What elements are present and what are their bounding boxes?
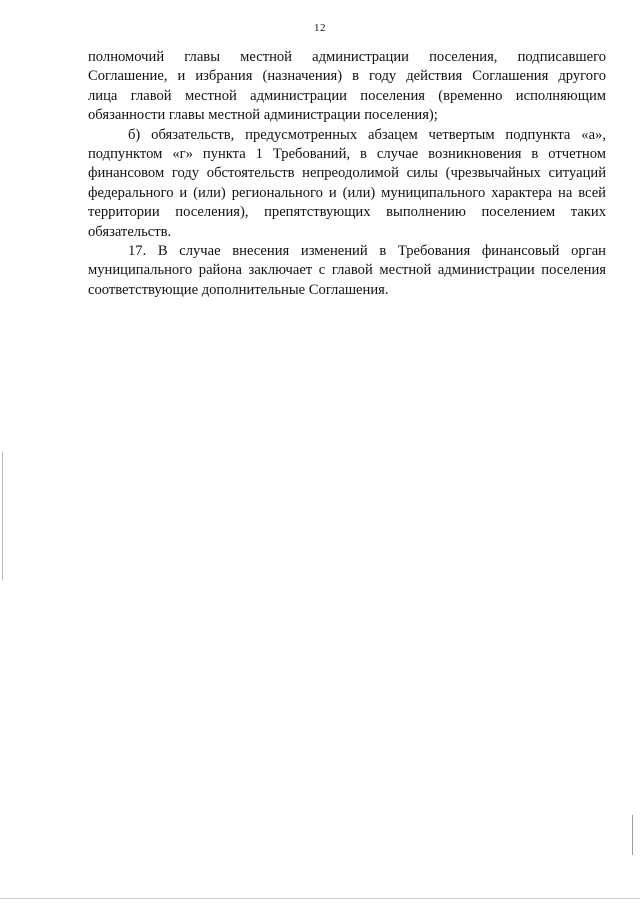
- text-line: 17. В случае внесения изменений в Требования финансовый орган: [128, 243, 606, 260]
- text-line: обязательств.: [88, 223, 172, 240]
- text-line: лица главой местной администрации поселения (временно исполняющим: [88, 87, 606, 104]
- text-line: финансовом году обстоятельств непреодолимой силы (чрезвычайных ситуаций: [88, 165, 606, 182]
- scan-edge-left: [2, 452, 3, 580]
- text-line: подпунктом «г» пункта 1 Требований, в случае возникновения в отчетном: [88, 146, 606, 163]
- scan-edge-right: [632, 815, 633, 855]
- text-line: территории поселения), препятствующих выполнению поселением таких: [88, 204, 606, 221]
- text-line: Соглашение, и избрания (назначения) в году действия Соглашения другого: [88, 68, 606, 85]
- paragraph-17: [88, 242, 606, 300]
- paragraph-continuation: [88, 48, 606, 126]
- text-line: б) обязательств, предусмотренных абзацем четвертым подпункта «а»,: [128, 126, 606, 143]
- document-body: [88, 48, 606, 300]
- text-line: обязанности главы местной администрации поселения);: [88, 107, 438, 124]
- text-line: полномочий главы местной администрации поселения, подписавшего: [88, 49, 606, 65]
- text-line: соответствующие дополнительные Соглашения.: [88, 281, 389, 298]
- page-number: 12: [314, 22, 326, 34]
- text-line: муниципального района заключает с главой местной администрации поселения: [88, 262, 606, 279]
- paragraph-b: [88, 126, 606, 242]
- text-line: федерального и (или) регионального и (или) муниципального характера на всей: [88, 184, 606, 201]
- scan-edge-bottom: [0, 898, 640, 899]
